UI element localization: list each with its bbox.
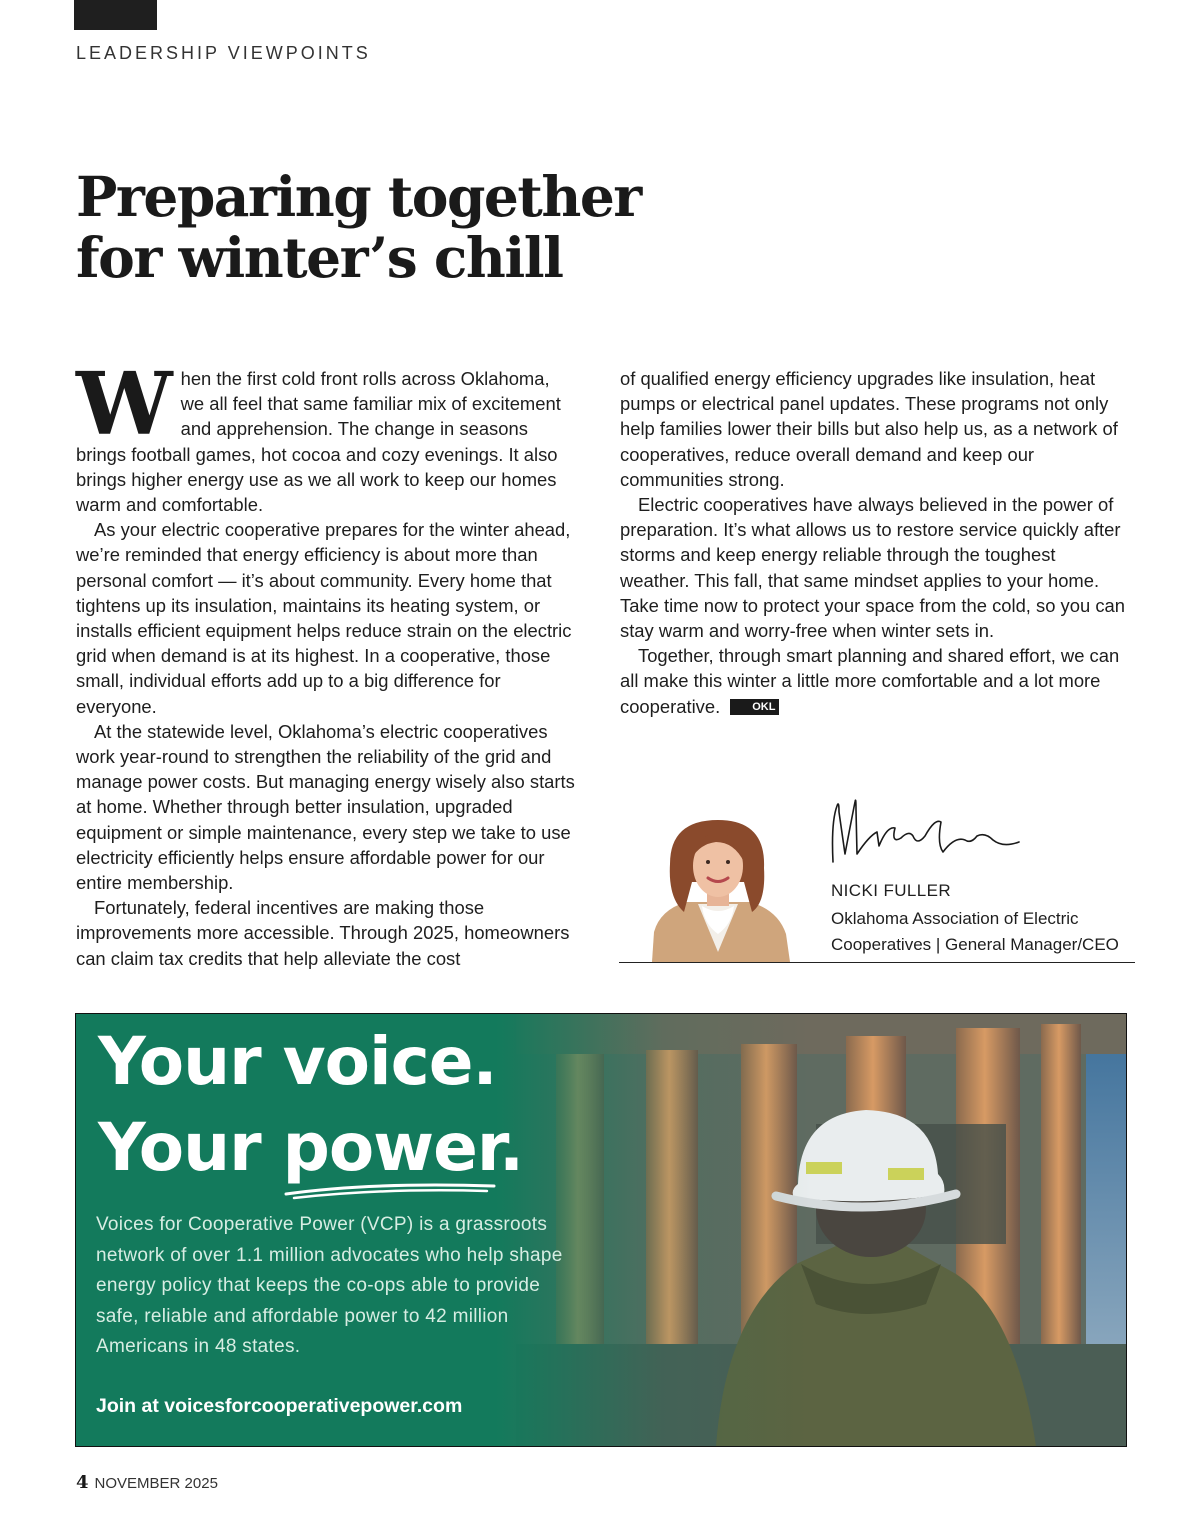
author-block [619,790,1135,963]
article-paragraph: At the statewide level, Oklahoma’s electric cooperatives work year-round to strengthen the reliability of the grid and manage power costs. But managing energy wisely also starts at home. Whether through better insulation, upgraded equipment or simple maintenance, every step we take to use electricity efficiently helps ensure affordable power for our entire membership. [76,720,575,894]
author-title-line-1: Oklahoma Association of Electric [831,909,1079,928]
paragraph-text: hen the first cold front rolls across Oklahoma, we all feel that same familiar mix of excitement and apprehension. The change in seasons brings football games, hot cocoa and cozy evenings. It also brings higher energy use as we all work to keep our homes warm and comfortable. [76,368,561,516]
headline-line-1: Preparing together [76,164,641,229]
page-number: 4 [76,1472,89,1493]
article-paragraph: As your electric cooperative prepares for the winter ahead, we’re reminded that energy efficiency is about more than personal comfort — it’s about community. Every home that tightens up its insulation, maintains its heating system, or installs efficient equipment helps reduce strain on the electric grid when demand is at its highest. In a cooperative, those small, individual efforts add up to a big difference for everyone. [76,519,572,717]
article-paragraph [620,643,1126,719]
article-paragraph: of qualified energy efficiency upgrades like insulation, heat pumps or electrical panel updates. These programs not only help families lower their bills but also help us, as a network of cooperatives, reduce overall demand and keep our communities strong. [620,368,1118,490]
section-label: LEADERSHIP VIEWPOINTS [76,43,371,63]
headline-line-2: for winter’s chill [76,225,563,290]
issue-date: NOVEMBER 2025 [94,1475,218,1492]
drop-cap: W [76,354,173,455]
article-paragraph: Electric cooperatives have always believed in the power of preparation. It’s what allows us to restore service quickly after storms and keep energy reliable through the toughest weather. This fall, that same mindset applies to your home. Take time now to protect your space from the cold, so you can stay warm and worry-free when winter sets in. [620,494,1125,642]
ad-headline-line-1: Your voice. [98,1023,497,1100]
okl-end-mark: OKL [730,699,779,715]
author-name: NICKI FULLER [831,881,952,900]
paragraph-text: Together, through smart planning and shared effort, we can all make this winter a little more comfortable and a lot more cooperative. [620,645,1120,717]
article-column-left [76,354,576,971]
article-headline [76,166,641,288]
vcp-advertisement [75,1013,1127,1447]
header-bar [74,0,157,30]
author-portrait [640,812,796,962]
underline-swash [282,1180,497,1202]
ad-body-text: Voices for Cooperative Power (VCP) is a grassroots network of over 1.1 million advocates who help shape energy policy that keeps the co-ops able to provide safe, reliable and affordable power to 42 million Americans in 48 states. [96,1214,563,1357]
author-title [831,906,1141,958]
author-title-line-2: Cooperatives | General Manager/CEO [831,935,1119,954]
article-column-right [620,366,1126,719]
article-paragraph: Fortunately, federal incentives are making those improvements more accessible. Through 2025, homeowners can claim tax credits that help alleviate the cost [76,897,570,969]
ad-cta-link[interactable]: Join at voicesforcooperativepower.com [96,1395,463,1417]
article-paragraph [76,354,576,517]
author-signature [825,792,1025,872]
ad-headline [98,1019,523,1191]
ad-headline-line-2: Your power. [98,1109,524,1186]
page-footer [76,1472,218,1493]
